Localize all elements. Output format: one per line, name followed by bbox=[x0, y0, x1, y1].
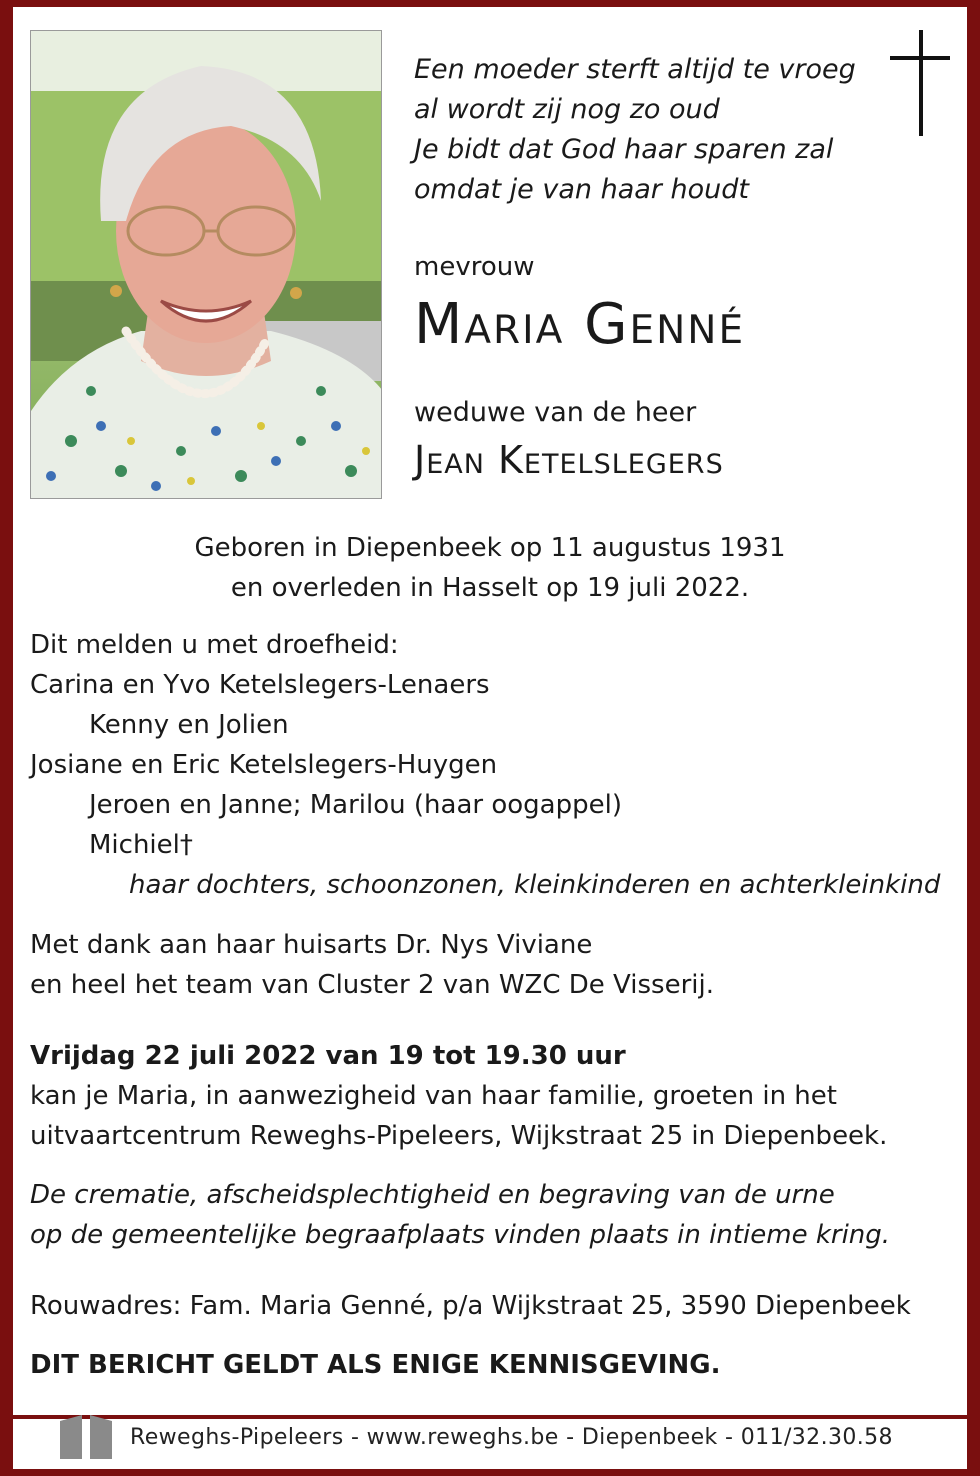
visitation-section bbox=[30, 1036, 887, 1156]
mourning-address bbox=[30, 1286, 911, 1326]
family-member: Kenny en Jolien bbox=[89, 710, 289, 740]
family-member: Michiel† bbox=[89, 830, 193, 860]
deceased-name: Maria Genné bbox=[414, 292, 746, 357]
thanks-line: Met dank aan haar huisarts Dr. Nys Viviane bbox=[30, 930, 593, 960]
notice-line: DIT BERICHT GELDT ALS ENIGE KENNISGEVING. bbox=[30, 1350, 721, 1380]
visitation-line: kan je Maria, in aanwezigheid van haar familie, groeten in het bbox=[30, 1081, 837, 1111]
life-dates bbox=[0, 528, 980, 608]
cremation-line: op de gemeentelijke begraafplaats vinden plaats in intieme kring. bbox=[30, 1220, 891, 1250]
footer-divider bbox=[13, 1415, 967, 1419]
visitation-line: uitvaartcentrum Reweghs-Pipeleers, Wijkstraat 25 in Diepenbeek. bbox=[30, 1121, 888, 1151]
death-line: en overleden in Hasselt op 19 juli 2022. bbox=[230, 573, 750, 603]
cross-icon bbox=[890, 30, 952, 142]
cremation-section bbox=[30, 1175, 890, 1255]
notice bbox=[30, 1345, 721, 1385]
poem-line: Je bidt dat God haar sparen zal bbox=[414, 134, 834, 165]
footer-contact: Reweghs-Pipeleers - www.reweghs.be - Diepenbeek - 011/32.30.58 bbox=[130, 1425, 893, 1450]
deceased-prefix: mevrouw bbox=[414, 252, 535, 282]
birth-line: Geboren in Diepenbeek op 11 augustus 1931 bbox=[194, 533, 786, 563]
family-list bbox=[30, 625, 940, 905]
family-member: Josiane en Eric Ketelslegers-Huygen bbox=[30, 750, 498, 780]
thanks-line: en heel het team van Cluster 2 van WZC De Visserij. bbox=[30, 970, 714, 1000]
family-intro: Dit melden u met droefheid: bbox=[30, 630, 399, 660]
husband-name: Jean Ketelslegers bbox=[414, 438, 724, 482]
cremation-line: De crematie, afscheidsplechtigheid en begraving van de urne bbox=[30, 1180, 835, 1210]
visitation-date: Vrijdag 22 juli 2022 van 19 tot 19.30 uur bbox=[30, 1041, 626, 1071]
widow-prefix: weduwe van de heer bbox=[414, 397, 697, 428]
address-line: Rouwadres: Fam. Maria Genné, p/a Wijkstraat 25, 3590 Diepenbeek bbox=[30, 1291, 911, 1321]
poem-line: al wordt zij nog zo oud bbox=[414, 94, 720, 125]
family-relation: haar dochters, schoonzonen, kleinkinderen en achterkleinkind bbox=[129, 870, 941, 900]
poem-line: Een moeder sterft altijd te vroeg bbox=[414, 54, 856, 85]
poem bbox=[414, 50, 856, 210]
funeral-home-logo-icon bbox=[60, 1411, 112, 1463]
thanks-section bbox=[30, 925, 714, 1005]
portrait-photo bbox=[30, 30, 382, 499]
poem-line: omdat je van haar houdt bbox=[414, 174, 749, 205]
family-member: Jeroen en Janne; Marilou (haar oogappel) bbox=[89, 790, 622, 820]
family-member: Carina en Yvo Ketelslegers-Lenaers bbox=[30, 670, 490, 700]
